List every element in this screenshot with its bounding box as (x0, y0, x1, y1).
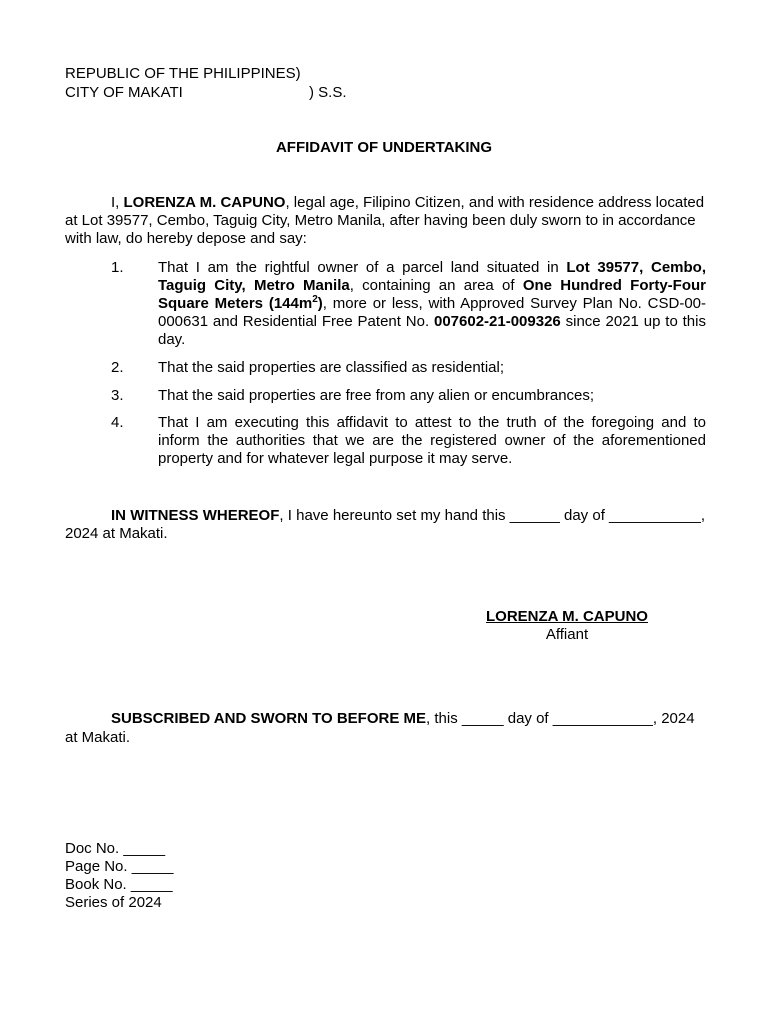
item-number: 4. (111, 414, 124, 431)
item-number: 3. (111, 387, 124, 404)
document-title: AFFIDAVIT OF UNDERTAKING (275, 139, 493, 156)
jurat-paragraph (65, 709, 705, 747)
witness-paragraph (65, 507, 705, 543)
notarial-details (65, 840, 173, 912)
list-item (111, 414, 706, 468)
jurat-heading: SUBSCRIBED AND SWORN TO BEFORE ME (111, 710, 427, 727)
signature-block (467, 608, 667, 644)
intro-prefix: I, (111, 194, 124, 211)
item-number: 1. (111, 259, 124, 276)
intro-text: , legal age, Filipino Citizen, and with residence address located at Lot 39577, Cembo, Taguig City, Metro Manila, after having been duly sworn to in accordance with law, do hereby depose and say: (65, 194, 705, 247)
list-item (111, 359, 706, 377)
witness-text: , I have hereunto set my hand this ______ day of ___________, 2024 at Makati. (65, 507, 705, 542)
witness-heading: IN WITNESS WHEREOF (111, 507, 280, 524)
jurat-text: , this _____ day of ____________, 2024 at Makati. (65, 710, 695, 746)
item-text: That the said properties are free from any alien or encumbrances; (158, 387, 595, 404)
list-item (111, 259, 706, 349)
book-number: Book No. _____ (65, 876, 173, 893)
signature-role: Affiant (545, 626, 589, 643)
item-text: That I am the rightful owner of a parcel land situated in Lot 39577, Cembo, Taguig City, Metro Manila, containing an area of One Hundred Forty-Four Square Meters $(144m^2)$, more or less, with Approved Survey Plan No. CSD-00-000631 and Residential Free Patent No. 007602-21-009326 since 2021 up to this day. (158, 259, 706, 348)
item-number: 2. (111, 359, 124, 376)
list-item (111, 387, 706, 405)
page-number: Page No. _____ (65, 858, 174, 875)
doc-number: Doc No. _____ (65, 840, 166, 857)
header-republic: REPUBLIC OF THE PHILIPPINES) (65, 65, 301, 82)
item-text: That the said properties are classified as residential; (158, 359, 505, 376)
series-year: Series of 2024 (65, 894, 162, 911)
affiant-name: LORENZA M. CAPUNO (123, 194, 286, 211)
header-city: CITY OF MAKATI (65, 84, 183, 101)
header-ss: ) S.S. (309, 84, 347, 101)
item-text: That I am executing this affidavit to attest to the truth of the foregoing and to inform the authorities that we are the registered owner of the aforementioned property and for whatever legal purpose it may serve. (158, 414, 706, 467)
signature-name: LORENZA M. CAPUNO (486, 608, 648, 625)
intro-paragraph (65, 194, 705, 248)
